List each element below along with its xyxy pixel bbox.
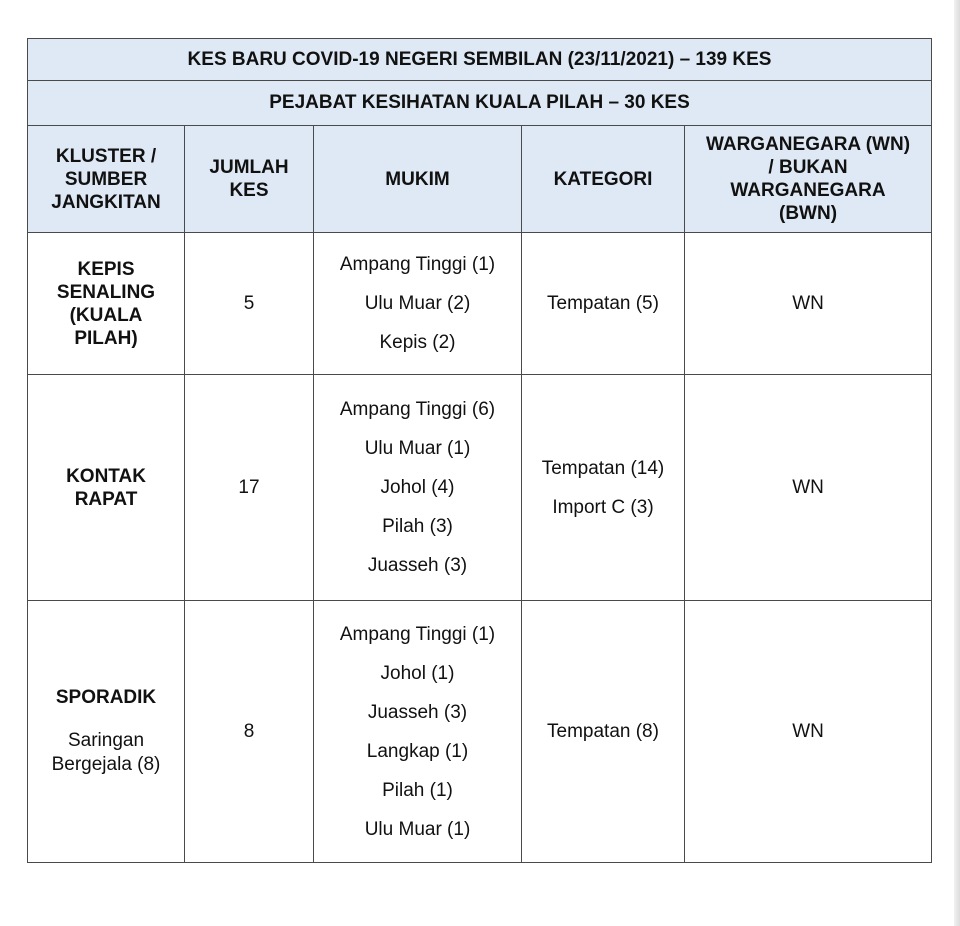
table-title: KES BARU COVID-19 NEGERI SEMBILAN (23/11/2021) – 139 KES — [28, 39, 932, 81]
mukim-entry: Ulu Muar (1) — [364, 818, 471, 840]
category-entry: Tempatan (5) — [547, 293, 659, 314]
mukim-entry: Ampang Tinggi (1) — [339, 254, 496, 275]
cluster-line: KEPIS — [77, 258, 135, 280]
citizenship-cell: WN — [685, 233, 932, 375]
table-row — [28, 233, 932, 375]
header-cluster-line: KLUSTER / — [55, 145, 157, 167]
mukim-entry: Pilah (3) — [382, 516, 453, 537]
mukim-entry: Pilah (1) — [382, 779, 453, 801]
category-cell — [522, 375, 685, 601]
cluster-line: KONTAK — [66, 465, 146, 487]
header-citizenship-line: / BUKAN — [768, 157, 848, 178]
cluster-note-line: Bergejala (8) — [51, 754, 161, 775]
table-title-row — [28, 39, 932, 81]
mukim-entry: Ulu Muar (2) — [364, 293, 471, 314]
mukim-entry: Johol (4) — [380, 477, 455, 498]
citizenship-cell: WN — [685, 601, 932, 863]
cluster-line: RAPAT — [74, 488, 138, 510]
cases-cell: 17 — [185, 375, 314, 601]
header-citizenship-line: WARGANEGARA (WN) — [705, 134, 911, 155]
mukim-cell — [314, 233, 522, 375]
cases-cell: 5 — [185, 233, 314, 375]
header-citizenship-line: (BWN) — [779, 203, 838, 224]
category-entry: Tempatan (14) — [541, 457, 665, 479]
mukim-entry: Ampang Tinggi (6) — [339, 399, 496, 420]
mukim-entry: Ampang Tinggi (1) — [339, 623, 496, 645]
cluster-cell — [28, 601, 185, 863]
header-cluster-line: JANGKITAN — [51, 191, 161, 213]
table-row — [28, 601, 932, 863]
header-cluster — [28, 126, 185, 233]
header-cases-line: KES — [229, 180, 269, 201]
page-edge-shadow — [954, 0, 960, 926]
cluster-cell — [28, 233, 185, 375]
mukim-entry: Juasseh (3) — [367, 701, 468, 723]
table-row — [28, 375, 932, 601]
category-entry: Import C (3) — [552, 496, 654, 518]
column-header-row — [28, 126, 932, 233]
header-citizenship — [685, 126, 932, 233]
cluster-line: (KUALA — [69, 304, 143, 326]
category-cell — [522, 601, 685, 863]
table-subtitle: PEJABAT KESIHATAN KUALA PILAH – 30 KES — [28, 81, 932, 126]
cluster-line: SPORADIK — [55, 687, 157, 708]
mukim-cell — [314, 601, 522, 863]
category-cell — [522, 233, 685, 375]
cluster-cell — [28, 375, 185, 601]
category-entry: Tempatan (8) — [547, 721, 659, 742]
mukim-entry: Johol (1) — [380, 662, 455, 684]
mukim-cell — [314, 375, 522, 601]
citizenship-cell: WN — [685, 375, 932, 601]
mukim-entry: Langkap (1) — [366, 740, 469, 762]
cluster-line: SENALING — [56, 281, 156, 303]
cluster-note-line: Saringan — [67, 730, 145, 751]
header-citizenship-line: WARGANEGARA — [730, 180, 886, 201]
mukim-entry: Ulu Muar (1) — [364, 438, 471, 459]
cases-cell: 8 — [185, 601, 314, 863]
cluster-line: PILAH) — [74, 327, 138, 349]
header-category: KATEGORI — [522, 126, 685, 233]
header-cases — [185, 126, 314, 233]
table-subtitle-row — [28, 81, 932, 126]
mukim-entry: Juasseh (3) — [367, 555, 468, 576]
header-cases-line: JUMLAH — [209, 157, 289, 178]
mukim-entry: Kepis (2) — [379, 332, 456, 353]
covid-cases-table — [27, 38, 932, 863]
header-mukim: MUKIM — [314, 126, 522, 233]
header-cluster-line: SUMBER — [64, 168, 148, 190]
